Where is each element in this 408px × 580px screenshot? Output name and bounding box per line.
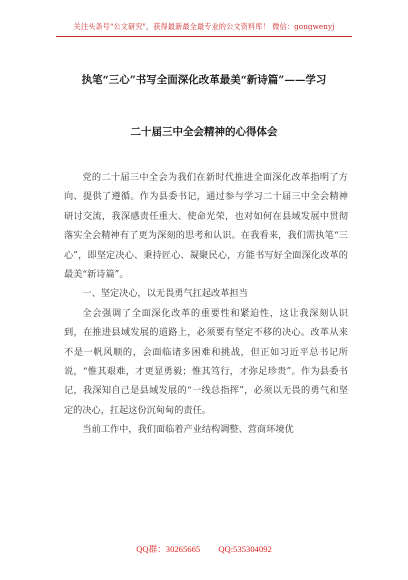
footer-contact bbox=[0, 543, 408, 555]
paragraph-intro: 党的二十届三中全会为我们在新时代推进全面深化改革指明了方向、提供了遵循。作为县委书记，通过参与学习二十届三中全会精神研讨交流，我深感责任重大、使命光荣，也对如何在县域发展中贯彻落实全会精神有了更为深刻的思考和认识。在我看来，我们需执笔“三心”，即坚定决心、秉持匠心、凝聚民心，方能书写好全面深化改革的最美“新诗篇”。 bbox=[64, 172, 348, 281]
paragraph-section-1: 全会强调了全面深化改革的重要性和紧迫性，这让我深刻认识到，在推进县域发展的道路上，必须要有坚定不移的决心。改革从来不是一帆风顺的，会面临诸多困难和挑战，但正如习近平总书记所说，“惟其艰难，才更显勇毅；惟其笃行，才弥足珍贵”。作为县委书记，我深知自己是县域发展的“一线总指挥”，必须以无畏的勇气和坚定的决心，扛起这份沉甸甸的责任。 bbox=[64, 307, 348, 416]
header-divider bbox=[56, 36, 352, 37]
footer-qq-group: QQ群：30265665 bbox=[136, 544, 201, 554]
footer-qq-number: QQ:535304092 bbox=[218, 544, 272, 554]
document-body bbox=[64, 168, 348, 440]
section-heading-1: 一、坚定决心，以无畏勇气扛起改革担当 bbox=[82, 288, 248, 300]
paragraph-continued: 当前工作中，我们面临着产业结构调整、营商环境优 bbox=[82, 424, 294, 436]
document-title-line-1: 执笔“三心”书写全面深化改革最美“新诗篇”——学习 bbox=[81, 74, 327, 86]
document-title-line-2: 二十届三中全会精神的心得体会 bbox=[130, 126, 278, 138]
header-note: 关注头条号"公文研究"，获得最新最全最专业的公文资料库！ 微信：gongwenyj bbox=[73, 22, 335, 31]
